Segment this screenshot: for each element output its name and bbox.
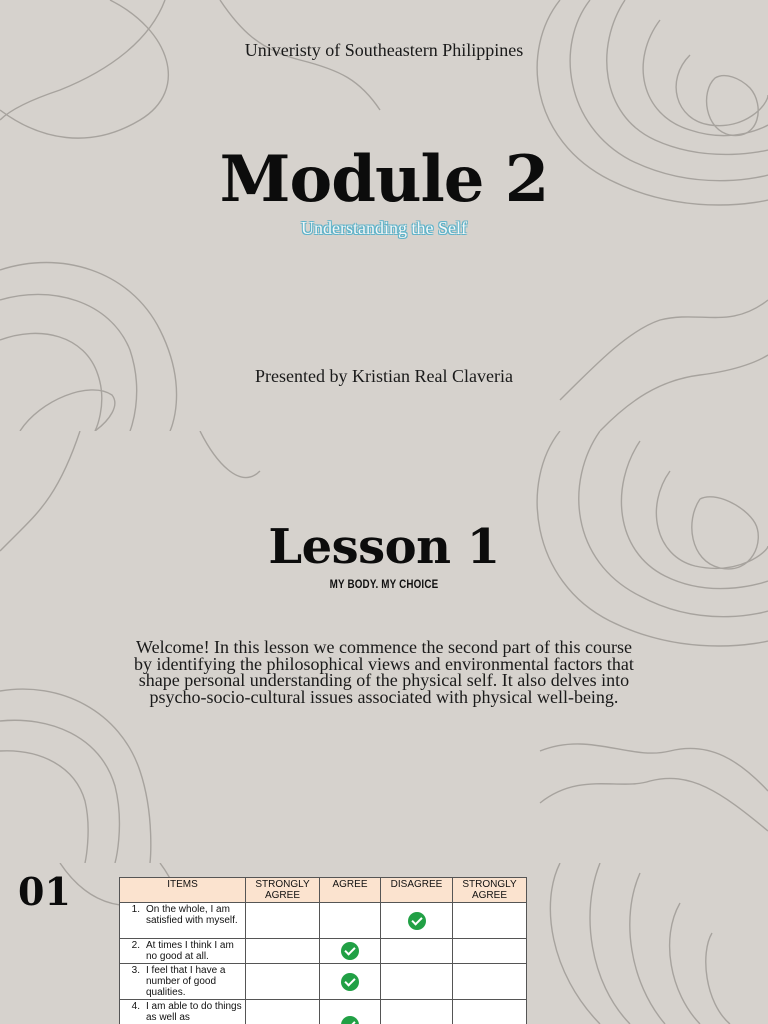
check-icon	[341, 942, 359, 960]
strongly-agree-cell[interactable]	[246, 903, 320, 939]
check-icon	[341, 973, 359, 991]
strongly-disagree-cell[interactable]	[453, 964, 527, 1000]
slide-number: 01	[18, 869, 71, 914]
table-row	[120, 1000, 527, 1024]
table-row	[120, 903, 527, 939]
lesson-subtitle: MY BODY. MY CHOICE	[329, 577, 439, 591]
slide-lesson-intro	[0, 431, 768, 863]
table-row	[120, 964, 527, 1000]
strongly-agree-cell[interactable]	[246, 939, 320, 964]
item-text: On the whole, I am satisfied with myself.	[146, 904, 238, 926]
item-cell	[120, 1000, 246, 1024]
item-number: 4.	[131, 1001, 140, 1012]
agree-cell[interactable]	[320, 1000, 381, 1024]
disagree-cell[interactable]	[381, 1000, 453, 1024]
header-strongly-disagree: STRONGLY AGREE	[453, 878, 527, 903]
agree-cell[interactable]	[320, 903, 381, 939]
lesson-intro-text: Welcome! In this lesson we commence the second part of this course by identifying the philosophical views and environmental factors that shape personal understanding of the physical self. It also delves into psycho-socio-cultural issues associated with physical well-being.	[134, 637, 634, 707]
self-esteem-survey-table	[119, 877, 527, 1024]
agree-cell[interactable]	[320, 964, 381, 1000]
header-items: ITEMS	[120, 878, 246, 903]
disagree-cell[interactable]	[381, 939, 453, 964]
disagree-cell[interactable]	[381, 964, 453, 1000]
item-cell	[120, 903, 246, 939]
slide-module-title	[0, 0, 768, 431]
item-number: 3.	[131, 965, 140, 976]
item-number: 2.	[131, 940, 140, 951]
table-header-row	[120, 878, 527, 903]
item-number: 1.	[131, 904, 140, 915]
header-disagree: DISAGREE	[381, 878, 453, 903]
check-icon	[408, 912, 426, 930]
lesson-title: Lesson 1	[268, 519, 500, 575]
strongly-disagree-cell[interactable]	[453, 939, 527, 964]
module-title: Module 2	[219, 142, 549, 217]
strongly-disagree-cell[interactable]	[453, 1000, 527, 1024]
header-agree: AGREE	[320, 878, 381, 903]
header-strongly-agree: STRONGLY AGREE	[246, 878, 320, 903]
item-text: At times I think I am no good at all.	[146, 940, 234, 962]
module-subtitle: Understanding the Self	[301, 218, 467, 238]
item-text: I feel that I have a number of good qualities.	[146, 965, 226, 998]
strongly-agree-cell[interactable]	[246, 1000, 320, 1024]
strongly-disagree-cell[interactable]	[453, 903, 527, 939]
agree-cell[interactable]	[320, 939, 381, 964]
check-icon	[341, 1016, 359, 1024]
disagree-cell[interactable]	[381, 903, 453, 939]
presenter-name: Presented by Kristian Real Claveria	[255, 366, 513, 386]
item-text: I am able to do things as well as	[146, 1001, 242, 1023]
table-row	[120, 939, 527, 964]
item-cell	[120, 939, 246, 964]
item-cell	[120, 964, 246, 1000]
slide-survey	[0, 863, 768, 1024]
university-name: Univeristy of Southeastern Philippines	[244, 40, 524, 60]
strongly-agree-cell[interactable]	[246, 964, 320, 1000]
